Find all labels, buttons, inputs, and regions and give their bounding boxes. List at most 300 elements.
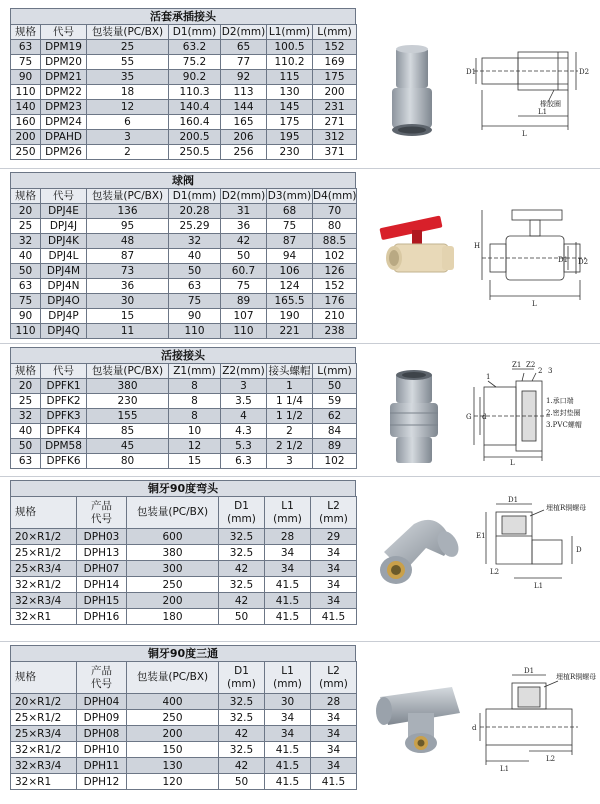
table-header-row [11,364,357,379]
column-header: 规格 [11,497,77,529]
table-cell: 41.5 [311,774,357,790]
drawing-label: D [576,546,582,554]
table-cell: 200 [127,593,219,609]
table-cell: 63 [11,40,41,55]
table-header-row [11,25,357,40]
drawing-label: L1 [534,582,544,590]
drawing-label: L1 [500,765,510,773]
table-cell: 48 [87,234,169,249]
table-cell: 12 [87,100,169,115]
union-photo [384,367,444,471]
table-cell: 34 [311,561,357,577]
table-cell: 230 [87,394,169,409]
divider [0,476,600,477]
table-cell: 160 [11,115,41,130]
table-cell: 32×R1/2 [11,742,77,758]
table-cell: 120 [127,774,219,790]
table-cell: 62 [313,409,357,424]
table-cell: 34 [311,545,357,561]
table-row [11,249,357,264]
table-cell: 130 [267,85,313,100]
table-cell: 256 [221,145,267,160]
column-header: D1 (mm) [219,497,265,529]
brass-tee-photo [374,683,466,763]
column-header: D2(mm) [221,190,266,202]
table-cell: 20×R1/2 [11,529,77,545]
table-row [11,561,357,577]
table-cell: 2 [267,424,313,439]
table-cell: 42 [219,758,265,774]
table-cell: 25×R1/2 [11,710,77,726]
drawing-label: D2 [578,258,589,266]
table-cell: DPFK3 [41,409,87,424]
drawing-label: 橡胶圈 [540,100,561,108]
table-cell: 36 [87,279,169,294]
table-row [11,130,357,145]
socket-joint-photo [382,42,442,142]
drawing-label: E1 [476,532,486,540]
table-cell: 15 [87,309,169,324]
table-cell: 32.5 [219,742,265,758]
table-cell: 230 [267,145,313,160]
table-row [11,70,357,85]
table-cell: 90.2 [169,70,221,85]
table-cell: 41.5 [265,774,311,790]
table-row [11,454,357,469]
table-cell: 90 [11,309,41,324]
table-cell: 30 [87,294,169,309]
table-row [11,545,357,561]
table-cell: DPM58 [41,439,87,454]
drawing-label: L [532,300,537,308]
table-cell: 80 [87,454,169,469]
table-cell: 145 [267,100,313,115]
column-header: 规格 [11,189,41,204]
table-cell: 6.3 [221,454,267,469]
table-cell: 10 [169,424,221,439]
drawing-label: 埋植R铜螺母 [546,504,587,512]
column-header: D1(mm) [169,25,221,40]
table-cell: DPAHD [41,130,87,145]
table-cell: 34 [265,545,311,561]
table-cell: 32×R1/2 [11,577,77,593]
column-header: 产品 代号 [77,662,127,694]
table-cell: 90 [11,70,41,85]
table-cell: 221 [267,324,313,339]
table-row [11,234,357,249]
column-header: 产品 代号 [77,497,127,529]
table-cell: 110 [11,324,41,339]
table-cell: DPFK6 [41,454,87,469]
table-cell: 210 [313,309,357,324]
table-cell: 6 [87,115,169,130]
table-cell: DPH13 [77,545,127,561]
table-row [11,309,357,324]
column-header: D4(mm) [313,190,357,202]
drawing-label: Z1 [512,361,522,369]
section-title: 球阀 [10,172,356,188]
table-cell: 11 [87,324,169,339]
drawing-label: 1.承口端 [546,397,574,405]
table-cell: 25×R1/2 [11,545,77,561]
table-cell: 77 [221,55,267,70]
table-cell: 41.5 [265,609,311,625]
table-cell: DPH16 [77,609,127,625]
table-cell: 42 [221,234,267,249]
table-row [11,264,357,279]
table-cell: 175 [313,70,357,85]
table-cell: DPJ4K [41,234,87,249]
table-row [11,294,357,309]
table-cell: 87 [267,234,313,249]
column-header: 规格 [11,364,41,379]
table-row [11,55,357,70]
table-cell: 160.4 [169,115,221,130]
divider [0,168,600,169]
table-cell: 165.5 [267,294,313,309]
table-cell: 32.5 [219,710,265,726]
table-cell: 45 [87,439,169,454]
column-header: L1 (mm) [265,662,311,694]
drawing-label: L2 [546,755,556,763]
drawing-label: D1 [524,667,535,675]
table-cell: 5.3 [221,439,267,454]
drawing-label: D2 [579,68,590,76]
table-row [11,115,357,130]
divider [0,343,600,344]
table-cell: 41.5 [311,609,357,625]
column-header: 规格 [11,662,77,694]
drawing-label: d [482,413,487,421]
table-row [11,710,357,726]
table-cell: DPM20 [41,55,87,70]
table-cell: 126 [313,264,357,279]
column-header: 包装量(PC/BX) [127,662,219,694]
table-cell: 60.7 [221,264,267,279]
table-cell: 152 [313,279,357,294]
table-cell: 63 [11,454,41,469]
drawing-label: L1 [538,108,548,116]
table-cell: DPJ4P [41,309,87,324]
table-cell: DPH15 [77,593,127,609]
table-cell: 140.4 [169,100,221,115]
table-row [11,593,357,609]
table-cell: DPM23 [41,100,87,115]
drawing-label: 2 [538,367,543,375]
table-cell: 41.5 [265,758,311,774]
table-cell: 73 [87,264,169,279]
table-cell: 175 [267,115,313,130]
table-row [11,100,357,115]
table-cell: 75 [169,294,221,309]
table-cell: 25 [11,219,41,234]
table-cell: 94 [267,249,313,264]
table-cell: 165 [221,115,267,130]
table-cell: 34 [311,742,357,758]
table-cell: 12 [169,439,221,454]
table-cell: 25 [11,394,41,409]
table-cell: DPM22 [41,85,87,100]
column-header: D3(mm) [267,190,312,202]
table-cell: 190 [267,309,313,324]
table-cell: 59 [313,394,357,409]
table-cell: DPH07 [77,561,127,577]
table-cell: 18 [87,85,169,100]
table-cell: 3 [87,130,169,145]
table-cell: 115 [267,70,313,85]
table-cell: 35 [87,70,169,85]
table-cell: 20 [11,379,41,394]
table-cell: 41.5 [265,593,311,609]
table-cell: 130 [127,758,219,774]
table-cell: 90 [169,309,221,324]
column-header: L1 (mm) [265,497,311,529]
table-cell: 152 [313,40,357,55]
table-cell: 200 [127,726,219,742]
table-cell: 124 [267,279,313,294]
drawing-label: 2.密封垫圈 [546,409,581,417]
ball-valve-drawing [472,202,590,312]
column-header: D2(mm) [221,26,266,38]
table-cell: 1 1/2 [267,409,313,424]
table-cell: 206 [221,130,267,145]
table-cell: DPH11 [77,758,127,774]
table-cell: 380 [127,545,219,561]
section-title: 活接接头 [10,347,356,363]
table-cell: 50 [11,264,41,279]
column-header: 包装量(PC/BX) [87,189,169,204]
table-cell: 75 [11,55,41,70]
table-cell: 200 [313,85,357,100]
table-cell: 75 [11,294,41,309]
table-row [11,424,357,439]
table-cell: 8 [169,409,221,424]
table-cell: 102 [313,454,357,469]
table-row [11,409,357,424]
column-header: 代号 [41,25,87,40]
table-cell: 34 [311,577,357,593]
table-cell: 32×R3/4 [11,593,77,609]
column-header: 包装量(PC/BX) [87,25,169,40]
column-header: L2 (mm) [311,497,357,529]
table-cell: 40 [11,249,41,264]
socket-joint-drawing [462,36,588,146]
table-cell: DPJ4L [41,249,87,264]
table-cell: 110 [11,85,41,100]
drawing-label: L [522,130,527,138]
table-cell: 107 [221,309,267,324]
column-header: 包装量(PC/BX) [127,497,219,529]
table-cell: 42 [219,593,265,609]
section-title: 活套承插接头 [10,8,356,24]
table-cell: 20 [11,204,41,219]
table-cell: 25.29 [169,219,221,234]
column-header: L(mm) [313,25,357,40]
table-cell: 42 [219,561,265,577]
table-row [11,742,357,758]
table-cell: 110 [221,324,267,339]
table-header-row [11,189,357,204]
table-cell: 136 [87,204,169,219]
spec-table [10,496,357,625]
brass-elbow-drawing [472,498,590,602]
table-cell: 110.2 [267,55,313,70]
drawing-label: 3.PVC螺帽 [546,421,582,429]
table-cell: DPM21 [41,70,87,85]
table-cell: 50 [313,379,357,394]
table-cell: 42 [219,726,265,742]
table-cell: 80 [313,219,357,234]
table-row [11,529,357,545]
table-cell: 1 1/4 [267,394,313,409]
table-cell: 150 [127,742,219,758]
table-cell: 400 [127,694,219,710]
ball-valve-photo [372,212,466,292]
spec-table [10,363,357,469]
table-cell: 371 [313,145,357,160]
table-cell: 65 [221,40,267,55]
drawing-label: Z2 [526,361,536,369]
table-cell: 250 [127,710,219,726]
table-cell: 68 [267,204,313,219]
table-cell: 87 [87,249,169,264]
table-cell: 110 [169,324,221,339]
table-cell: 4.3 [221,424,267,439]
table-cell: 25×R3/4 [11,726,77,742]
table-cell: 32.5 [219,545,265,561]
table-cell: 28 [265,529,311,545]
table-cell: DPM24 [41,115,87,130]
drawing-label: D1 [466,68,477,76]
table-cell: 63.2 [169,40,221,55]
column-header: D1 (mm) [219,662,265,694]
column-header: 接头螺帽 [268,365,311,377]
table-row [11,204,357,219]
table-cell: 312 [313,130,357,145]
table-cell: DPH04 [77,694,127,710]
table-cell: 110.3 [169,85,221,100]
table-cell: 32.5 [219,529,265,545]
table-cell: 140 [11,100,41,115]
table-cell: 20.28 [169,204,221,219]
table-cell: 50 [169,264,221,279]
table-cell: 4 [221,409,267,424]
table-cell: DPJ4M [41,264,87,279]
table-cell: DPFK1 [41,379,87,394]
table-cell: DPJ4J [41,219,87,234]
table-cell: 200.5 [169,130,221,145]
table-cell: 20×R1/2 [11,694,77,710]
drawing-label: L [510,459,515,467]
table-cell: 55 [87,55,169,70]
table-cell: 34 [311,710,357,726]
table-cell: 169 [313,55,357,70]
table-cell: 32 [11,234,41,249]
table-row [11,40,357,55]
table-row [11,577,357,593]
column-header: 规格 [11,25,41,40]
table-cell: 3.5 [221,394,267,409]
table-row [11,324,357,339]
table-cell: 32.5 [219,694,265,710]
table-row [11,219,357,234]
column-header: D1(mm) [169,189,221,204]
table-cell: 200 [11,130,41,145]
table-cell: 250.5 [169,145,221,160]
table-cell: 144 [221,100,267,115]
table-cell: 15 [169,454,221,469]
table-cell: 88.5 [313,234,357,249]
section-title: 铜牙90度弯头 [10,480,356,496]
column-header: 包装量(PC/BX) [87,364,169,379]
table-cell: 34 [265,710,311,726]
table-cell: 29 [311,529,357,545]
table-row [11,774,357,790]
table-cell: 32.5 [219,577,265,593]
table-cell: 75 [267,219,313,234]
table-cell: 40 [169,249,221,264]
table-cell: 32×R1 [11,774,77,790]
table-cell: 8 [169,379,221,394]
drawing-label: L2 [490,568,500,576]
table-cell: DPH03 [77,529,127,545]
table-cell: 30 [265,694,311,710]
spec-table [10,188,357,339]
table-row [11,85,357,100]
table-cell: 32×R3/4 [11,758,77,774]
table-cell: DPJ4O [41,294,87,309]
column-header: Z1(mm) [169,364,221,379]
table-row [11,439,357,454]
table-cell: 50 [219,774,265,790]
table-cell: 89 [313,439,357,454]
table-row [11,758,357,774]
table-cell: 380 [87,379,169,394]
table-header-row [11,662,357,694]
table-cell: 40 [11,424,41,439]
column-header: L1(mm) [267,25,313,40]
table-cell: 1 [267,379,313,394]
table-row [11,694,357,710]
column-header: L(mm) [313,364,357,379]
table-cell: 36 [221,219,267,234]
column-header: Z2(mm) [222,365,265,377]
drawing-label: H [474,242,481,250]
union-drawing [462,361,590,467]
table-cell: 75.2 [169,55,221,70]
table-row [11,145,357,160]
table-cell: DPJ4Q [41,324,87,339]
table-cell: 34 [311,758,357,774]
table-cell: DPH12 [77,774,127,790]
table-cell: 271 [313,115,357,130]
table-cell: 41.5 [265,577,311,593]
drawing-label: 1 [486,373,491,381]
table-cell: 50 [11,439,41,454]
spec-table [10,661,357,790]
table-cell: 34 [265,561,311,577]
table-cell: 113 [221,85,267,100]
table-cell: 92 [221,70,267,85]
table-cell: 25 [87,40,169,55]
table-cell: 2 1/2 [267,439,313,454]
table-row [11,394,357,409]
table-cell: 32×R1 [11,609,77,625]
table-cell: 25×R3/4 [11,561,77,577]
table-cell: 155 [87,409,169,424]
table-cell: DPH14 [77,577,127,593]
table-cell: 50 [221,249,267,264]
